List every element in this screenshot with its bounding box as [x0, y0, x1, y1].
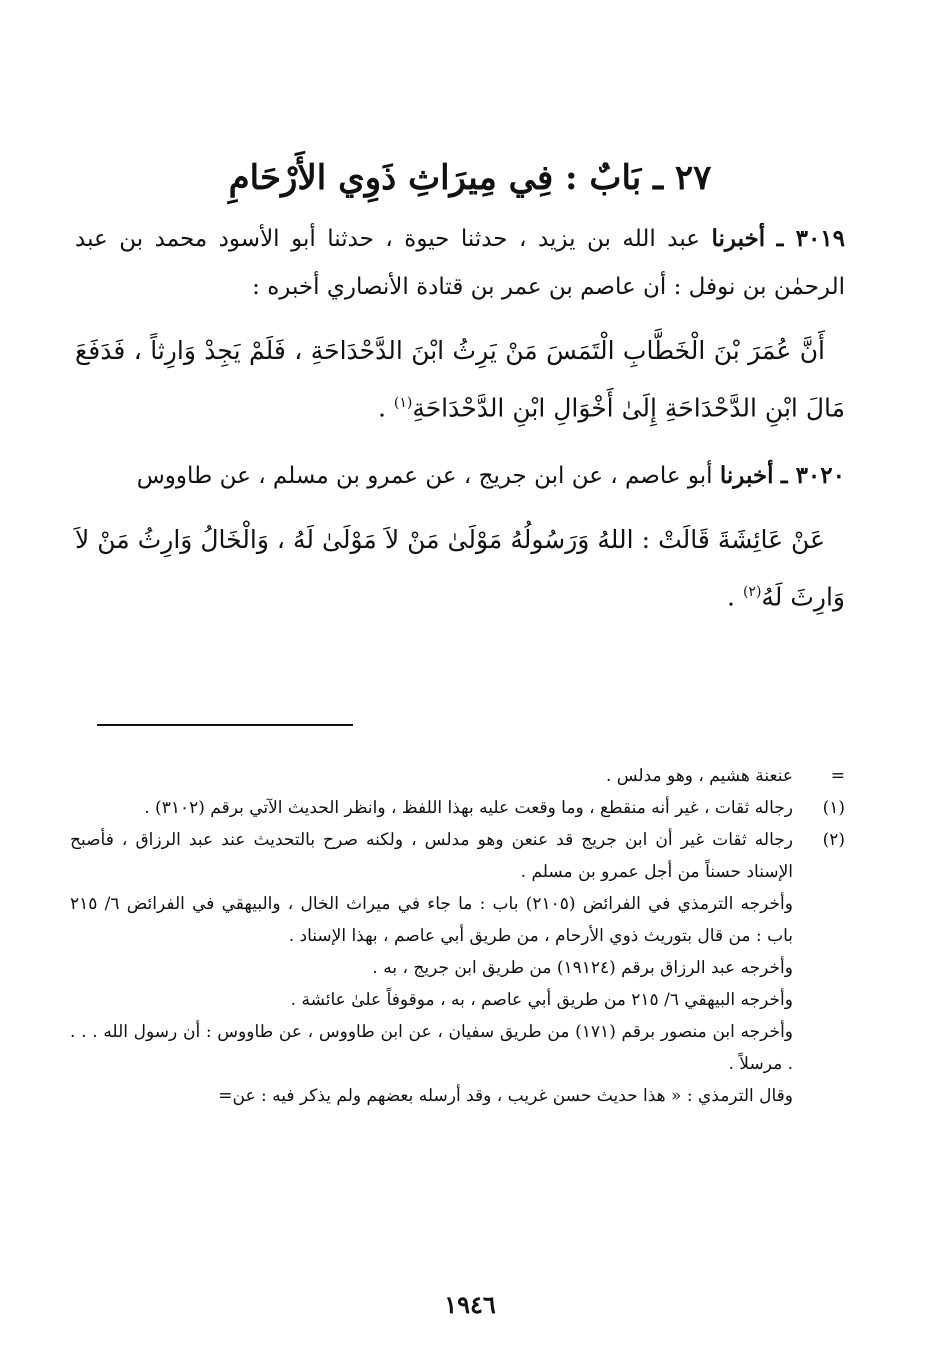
page-number: ١٩٤٦ — [444, 1290, 496, 1319]
footnote-2-paragraph — [70, 1016, 845, 1080]
footnote-text: وقال الترمذي : « هذا حديث حسن غريب ، وقد أرسله بعضهم ولم يذكر فيه : عن= — [218, 1086, 793, 1106]
footnote-marker: (١) — [822, 798, 845, 818]
hadith-number: ٣٠٢٠ ـ — [780, 462, 845, 490]
matn-end: . — [727, 582, 743, 612]
footnote-2-paragraph — [70, 952, 845, 984]
footnote-marker: (٢) — [822, 830, 845, 850]
footnote-text: رجاله ثقات ، غير أنه منقطع ، وما وقعت عليه بهذا اللفظ ، وانظر الحديث الآتي برقم (٣١٠٢) . — [144, 798, 793, 818]
hadith-3019-isnad — [75, 215, 845, 311]
footnote-1 — [70, 792, 845, 824]
hadith-3020-isnad — [75, 452, 845, 500]
footnote-2-paragraph — [70, 984, 845, 1016]
footnotes — [70, 760, 845, 1112]
footnote-continuation — [70, 760, 845, 792]
footnote-2 — [70, 824, 845, 888]
footnote-marker — [793, 1016, 845, 1080]
footnote-marker: (٢) — [742, 584, 762, 601]
footnote-separator — [97, 724, 353, 726]
footnote-marker: (١) — [393, 395, 413, 411]
footnote-text: وأخرجه ابن منصور برقم (١٧١) من طريق سفيان ، عن ابن طاووس ، عن طاووس : أن رسول الله . . . . مرسلاً . — [70, 1022, 793, 1074]
footnote-2-paragraph — [70, 888, 845, 952]
footnote-text: وأخرجه الترمذي في الفرائض (٢١٠٥) باب : ما جاء في ميراث الخال ، والبيهقي في الفرائض ٦/ ٢١٥ باب : من قال بتوريث ذوي الأرحام ، من طريق أبي عاصم ، بهذا الإسناد . — [70, 894, 793, 946]
hadith-3019-matn — [75, 325, 845, 434]
hadith-number: ٣٠١٩ ـ — [776, 225, 846, 252]
main-text — [75, 215, 845, 642]
hadith-matn: أَنَّ عُمَرَ بْنَ الْخَطَّابِ الْتَمَسَ مَنْ يَرِثُ ابْنَ الدَّحْدَاحَةِ ، فَلَمْ يَجِدْ وَارِثاً ، فَدَفَعَ مَالَ ابْنِ الدَّحْدَاحَةِ إِلَىٰ أَخْوَالِ ابْنِ الدَّحْدَاحَةِ — [75, 336, 845, 423]
hadith-lead-word: أخبرنا — [719, 462, 774, 490]
chapter-heading: ٢٧ ـ بَابٌ : فِي مِيرَاثِ ذَوِي الأَرْحَامِ — [228, 158, 712, 198]
footnote-text: وأخرجه عبد الرزاق برقم (١٩١٢٤) من طريق ابن جريج ، به . — [372, 958, 793, 978]
footnote-marker — [793, 1080, 845, 1112]
matn-end: . — [377, 393, 394, 423]
footnote-2-paragraph — [70, 1080, 845, 1112]
footnote-marker — [793, 984, 845, 1016]
hadith-isnad: أبو عاصم ، عن ابن جريج ، عن عمرو بن مسلم ، عن طاووس — [136, 463, 713, 490]
footnote-marker — [793, 888, 845, 952]
hadith-isnad: عبد الله بن يزيد ، حدثنا حيوة ، حدثنا أبو الأسود محمد بن عبد الرحمٰن بن نوفل : أن عاصم بن عمر بن قتادة الأنصاري أخبره : — [75, 226, 845, 300]
footnote-text: وأخرجه البيهقي ٦/ ٢١٥ من طريق أبي عاصم ، به ، موقوفاً علىٰ عائشة . — [290, 990, 793, 1010]
footnote-marker: = — [830, 766, 845, 786]
hadith-3020-matn — [75, 514, 845, 623]
footnote-text: رجاله ثقات غير أن ابن جريج قد عنعن وهو مدلس ، ولكنه صرح بالتحديث عند عبد الرزاق ، فأصبح الإسناد حسناً من أجل عمرو بن مسلم . — [70, 830, 793, 882]
footnote-marker — [793, 952, 845, 984]
hadith-matn: عَنْ عَائِشَةَ قَالَتْ : اللهُ وَرَسُولُهُ مَوْلَىٰ مَنْ لاَ مَوْلَىٰ لَهُ ، وَالْخَالُ وَارِثُ مَنْ لاَ وَارِثَ لَهُ — [75, 525, 845, 612]
hadith-lead-word: أخبرنا — [711, 225, 766, 252]
footnote-text: عنعنة هشيم ، وهو مدلس . — [605, 766, 793, 786]
